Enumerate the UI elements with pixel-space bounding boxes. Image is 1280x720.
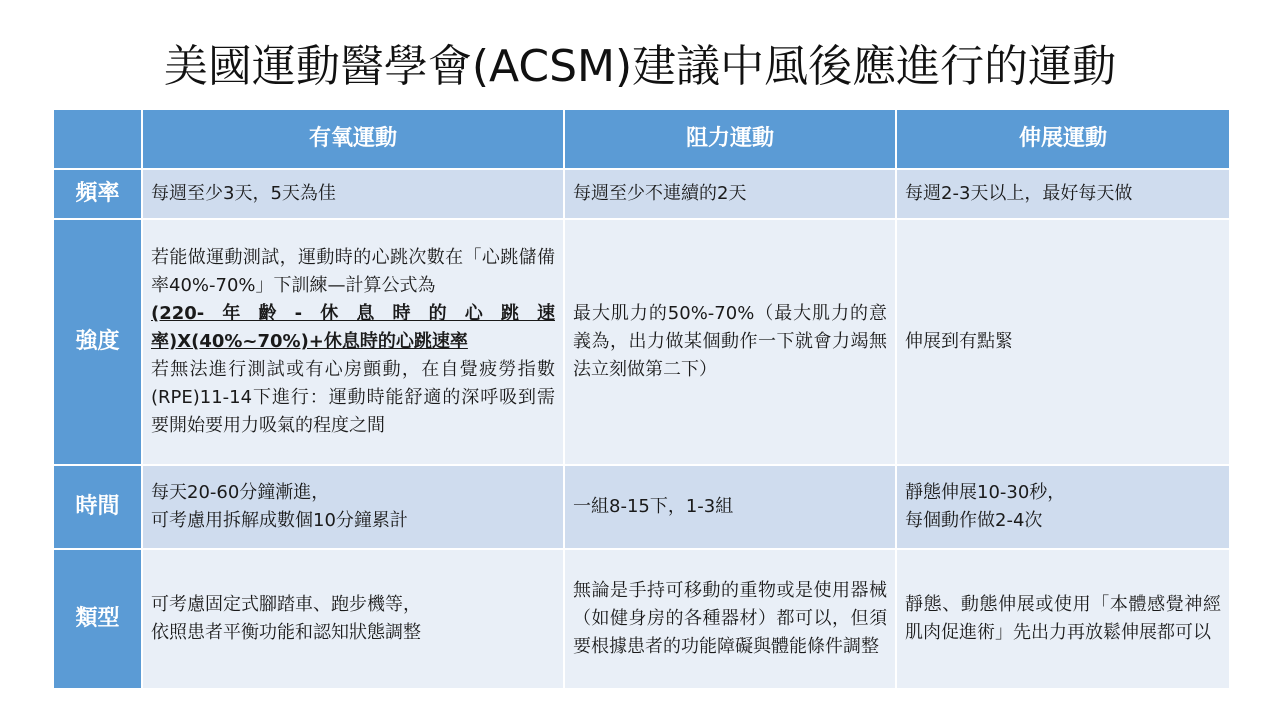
cell-time-aerobic	[142, 465, 564, 549]
cell-frequency-aerobic: 每週至少3天，5天為佳	[142, 169, 564, 219]
cell-intensity-aerobic	[142, 219, 564, 465]
time-aerobic-line-1: 每天20-60分鐘漸進，	[151, 482, 330, 503]
column-header-resistance: 阻力運動	[564, 109, 896, 169]
column-header-aerobic: 有氧運動	[142, 109, 564, 169]
cell-time-resistance: 一組8-15下，1-3組	[564, 465, 896, 549]
acsm-exercise-table	[52, 108, 1231, 690]
cell-frequency-resistance: 每週至少不連續的2天	[564, 169, 896, 219]
row-header-time: 時間	[53, 465, 142, 549]
type-aerobic-line-1: 可考慮固定式腳踏車、跑步機等，	[151, 594, 421, 615]
row-header-intensity: 強度	[53, 219, 142, 465]
intensity-aerobic-text-2: 若無法進行測試或有心房顫動，在自覺疲勞指數(RPE)11-14下進行：運動時能舒適的深呼吸到需要開始要用力吸氣的程度之間	[151, 359, 555, 436]
row-header-type: 類型	[53, 549, 142, 689]
table-row-time	[53, 465, 1230, 549]
header-row	[53, 109, 1230, 169]
intensity-aerobic-text-1: 若能做運動測試，運動時的心跳次數在「心跳儲備率40%-70%」下訓練—計算公式為	[151, 247, 555, 296]
row-header-frequency: 頻率	[53, 169, 142, 219]
cell-intensity-stretch: 伸展到有點緊	[896, 219, 1230, 465]
time-stretch-line-1: 靜態伸展10-30秒，	[905, 482, 1066, 503]
cell-type-stretch: 靜態、動態伸展或使用「本體感覺神經肌肉促進術」先出力再放鬆伸展都可以	[896, 549, 1230, 689]
column-header-stretch: 伸展運動	[896, 109, 1230, 169]
cell-time-stretch	[896, 465, 1230, 549]
time-aerobic-line-2: 可考慮用拆解成數個10分鐘累計	[151, 510, 408, 531]
intensity-aerobic-formula: (220-年齡-休息時的心跳速率)X(40%~70%)+休息時的心跳速率	[151, 303, 555, 352]
slide-title: 美國運動醫學會(ACSM)建議中風後應進行的運動	[163, 41, 1117, 92]
cell-intensity-resistance: 最大肌力的50%-70%（最大肌力的意義為，出力做某個動作一下就會力竭無法立刻做第二下）	[564, 219, 896, 465]
table-row-type	[53, 549, 1230, 689]
cell-type-aerobic	[142, 549, 564, 689]
table-row-intensity	[53, 219, 1230, 465]
cell-type-resistance: 無論是手持可移動的重物或是使用器械（如健身房的各種器材）都可以，但須要根據患者的功能障礙與體能條件調整	[564, 549, 896, 689]
table-row-frequency	[53, 169, 1230, 219]
cell-frequency-stretch: 每週2-3天以上，最好每天做	[896, 169, 1230, 219]
time-stretch-line-2: 每個動作做2-4次	[905, 510, 1043, 531]
header-corner	[53, 109, 142, 169]
type-aerobic-line-2: 依照患者平衡功能和認知狀態調整	[151, 622, 421, 643]
